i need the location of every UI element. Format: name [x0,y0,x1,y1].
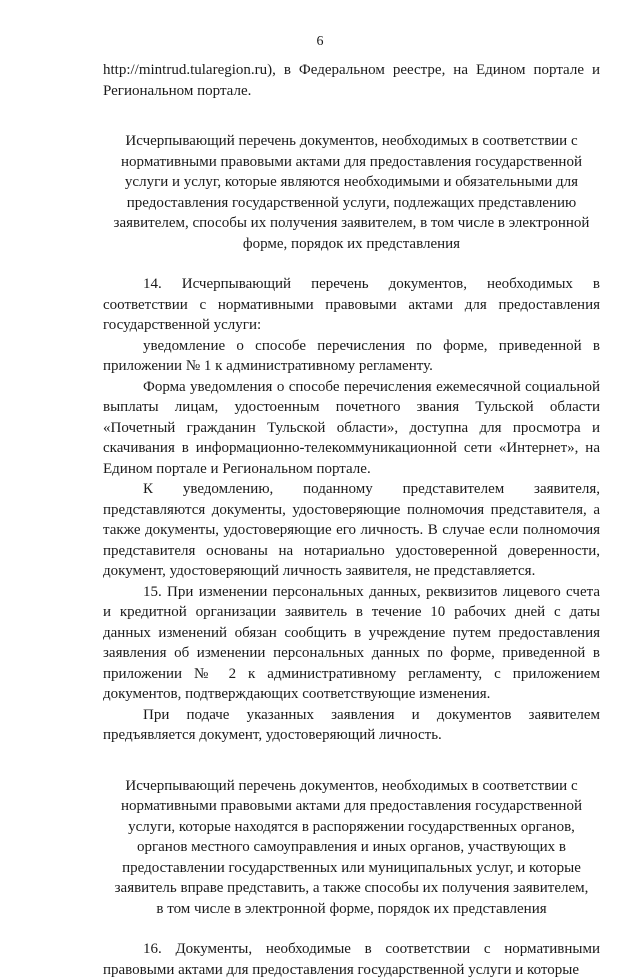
section-heading-interagency-documents: Исчерпывающий перечень документов, необходимых в соответствии с нормативными правовыми актами для предоставления государственной услуги, которые находятся в распоряжении государственных органов, органов местного самоуправления и иных органов, участвующих в предоставлении государственных или муниципальных услуг, и которые заявитель вправе представить, а также способы их получения заявителем, в том числе в электронной форме, порядок их представления [114,777,589,917]
spacer [103,746,600,776]
spacer [103,254,600,274]
intro-paragraph: http://mintrud.tularegion.ru), в Федеральном реестре, на Едином портале и Региональном портале. [103,62,600,99]
section-heading-required-documents: Исчерпывающий перечень документов, необходимых в соответствии с нормативными правовыми актами для предоставления государственной услуги и услуг, которые являются необходимыми и обязательными для предоставления государственной услуги, подлежащих представлению заявителем, способы их получения заявителем, в том числе в электронной форме, порядок их представления [113,133,590,252]
document-body [103,60,600,980]
paragraph-15: 15. При изменении персональных данных, реквизитов лицевого счета и кредитной организации заявитель в течение 10 рабочих дней с даты данных изменений обязан сообщить в учреждение путем предоставления заявления об изменении персональных данных по форме, приведенной в приложении № 2 к административному регламенту, с приложением документов, подтверждающих соответствующие изменения. [103,583,600,702]
paragraph-14-item: уведомление о способе перечисления по форме, приведенной в приложении № 1 к административному регламенту. [103,337,600,374]
paragraph-14-representative: К уведомлению, поданному представителем заявителя, представляются документы, удостоверяющие полномочия представителя, а также документы, удостоверяющие его личность. В случае если полномочия представителя основаны на нотариально удостоверенной доверенности, документ, удостоверяющий личность заявителя, не представляется. [103,481,600,579]
paragraph-15-submission: При подаче указанных заявления и документов заявителем предъявляется документ, удостоверяющий личность. [103,706,600,743]
page-number: 6 [316,34,324,49]
spacer [103,101,600,131]
spacer [103,919,600,939]
paragraph-14-form: Форма уведомления о способе перечисления ежемесячной социальной выплаты лицам, удостоенным почетного звания Тульской области «Почетный гражданин Тульской области», доступна для просмотра и скачивания в информационно-телекоммуникационной сети «Интернет», на Едином портале и Региональном портале. [103,378,600,477]
paragraph-14: 14. Исчерпывающий перечень документов, необходимых в соответствии с нормативными правовыми актами для предоставления государственной услуги: [103,276,600,333]
paragraph-16: 16. Документы, необходимые в соответствии с нормативными правовыми актами для предоставления государственной услуги и которые [103,941,600,978]
